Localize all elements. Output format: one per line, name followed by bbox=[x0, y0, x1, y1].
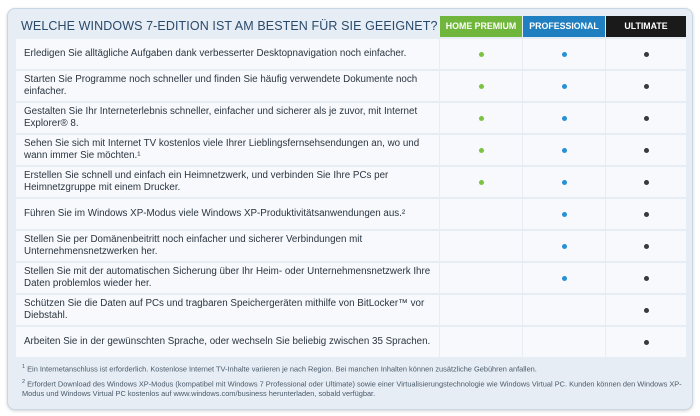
cell-ultimate bbox=[606, 199, 686, 229]
footnote-1-mark: 1 bbox=[22, 364, 26, 370]
feature-description: Starten Sie Programme noch schneller und finden Sie häufig verwendete Dokumente noch einfacher. bbox=[16, 71, 439, 101]
feature-description: Sehen Sie sich mit Internet TV kostenlos viele Ihrer Lieblingsfernsehsendungen an, wo und wann immer Sie möchten.¹ bbox=[16, 135, 439, 165]
table-row bbox=[16, 103, 686, 133]
cell-home-premium bbox=[440, 231, 522, 261]
footnote-2-mark: 2 bbox=[22, 379, 26, 385]
included-bullet-icon bbox=[644, 180, 649, 185]
cell-professional bbox=[523, 71, 605, 101]
page-title: WELCHE WINDOWS 7-EDITION IST AM BESTEN FÜR SIE GEEIGNET? bbox=[21, 19, 438, 33]
feature-description: Erstellen Sie schnell und einfach ein Heimnetzwerk, und verbinden Sie Ihre PCs per Heimnetzgruppe mit einem Drucker. bbox=[16, 167, 439, 197]
included-bullet-icon bbox=[479, 84, 484, 89]
cell-professional bbox=[523, 263, 605, 293]
table-row bbox=[16, 71, 686, 101]
footnote-1 bbox=[22, 362, 537, 374]
included-bullet-icon bbox=[644, 148, 649, 153]
included-bullet-icon bbox=[644, 212, 649, 217]
cell-professional bbox=[523, 231, 605, 261]
included-bullet-icon bbox=[562, 84, 567, 89]
feature-description: Arbeiten Sie in der gewünschten Sprache, oder wechseln Sie beliebig zwischen 35 Sprachen. bbox=[16, 327, 439, 357]
table-row bbox=[16, 327, 686, 357]
cell-professional bbox=[523, 39, 605, 69]
included-bullet-icon bbox=[562, 148, 567, 153]
included-bullet-icon bbox=[644, 308, 649, 313]
included-bullet-icon bbox=[562, 212, 567, 217]
feature-description: Stellen Sie per Domänenbeitritt noch einfacher und sicherer Verbindungen mit Unternehmensnetzwerken her. bbox=[16, 231, 439, 261]
cell-professional bbox=[523, 167, 605, 197]
cell-ultimate bbox=[606, 263, 686, 293]
cell-professional bbox=[523, 295, 605, 325]
cell-ultimate bbox=[606, 103, 686, 133]
cell-home-premium bbox=[440, 103, 522, 133]
table-row bbox=[16, 263, 686, 293]
column-header-home-premium: HOME PREMIUM bbox=[440, 16, 522, 37]
cell-home-premium bbox=[440, 71, 522, 101]
included-bullet-icon bbox=[562, 276, 567, 281]
feature-description: Gestalten Sie Ihr Interneterlebnis schneller, einfacher und sicherer als je zuvor, mit Internet Explorer® 8. bbox=[16, 103, 439, 133]
cell-home-premium bbox=[440, 327, 522, 357]
table-row bbox=[16, 295, 686, 325]
cell-home-premium bbox=[440, 167, 522, 197]
included-bullet-icon bbox=[644, 116, 649, 121]
cell-professional bbox=[523, 199, 605, 229]
included-bullet-icon bbox=[562, 116, 567, 121]
table-row bbox=[16, 231, 686, 261]
cell-home-premium bbox=[440, 39, 522, 69]
feature-description: Führen Sie im Windows XP-Modus viele Windows XP-Produktivitätsanwendungen aus.² bbox=[16, 199, 439, 229]
included-bullet-icon bbox=[644, 84, 649, 89]
cell-home-premium bbox=[440, 135, 522, 165]
cell-professional bbox=[523, 135, 605, 165]
included-bullet-icon bbox=[479, 148, 484, 153]
footnote-2-text: Erfordert Download des Windows XP-Modus (kompatibel mit Windows 7 Professional oder Ultimate) sowie einer Virtualisierungstechnologie wie Windows Virtual PC. Kunden können den Windows XP-Modus und Windows Virtual PC kostenlos auf www.windows.com/business herunterladen, sobald verfügbar. bbox=[22, 379, 682, 399]
column-header-ultimate: ULTIMATE bbox=[606, 16, 686, 37]
included-bullet-icon bbox=[562, 244, 567, 249]
cell-home-premium bbox=[440, 263, 522, 293]
included-bullet-icon bbox=[644, 340, 649, 345]
table-row bbox=[16, 135, 686, 165]
cell-home-premium bbox=[440, 199, 522, 229]
cell-ultimate bbox=[606, 39, 686, 69]
table-row bbox=[16, 39, 686, 69]
feature-description: Erledigen Sie alltägliche Aufgaben dank verbesserter Desktopnavigation noch einfacher. bbox=[16, 39, 439, 69]
column-header-professional: PROFESSIONAL bbox=[523, 16, 605, 37]
table-row bbox=[16, 199, 686, 229]
cell-ultimate bbox=[606, 135, 686, 165]
included-bullet-icon bbox=[562, 52, 567, 57]
feature-description: Schützen Sie die Daten auf PCs und tragbaren Speichergeräten mithilfe von BitLocker™ vor Diebstahl. bbox=[16, 295, 439, 325]
footnote-2 bbox=[22, 377, 682, 399]
cell-ultimate bbox=[606, 231, 686, 261]
cell-home-premium bbox=[440, 295, 522, 325]
included-bullet-icon bbox=[479, 52, 484, 57]
cell-ultimate bbox=[606, 327, 686, 357]
table-header bbox=[16, 16, 686, 37]
cell-ultimate bbox=[606, 71, 686, 101]
included-bullet-icon bbox=[644, 52, 649, 57]
included-bullet-icon bbox=[644, 244, 649, 249]
included-bullet-icon bbox=[479, 180, 484, 185]
included-bullet-icon bbox=[479, 116, 484, 121]
cell-professional bbox=[523, 327, 605, 357]
cell-ultimate bbox=[606, 295, 686, 325]
cell-professional bbox=[523, 103, 605, 133]
included-bullet-icon bbox=[562, 180, 567, 185]
cell-ultimate bbox=[606, 167, 686, 197]
footnote-1-text: Ein Internetanschluss ist erforderlich. Kostenlose Internet TV-Inhalte variieren je nach Region. Bei manchen Inhalten können zusätzliche Gebühren anfallen. bbox=[27, 364, 537, 374]
included-bullet-icon bbox=[644, 276, 649, 281]
feature-description: Stellen Sie mit der automatischen Sicherung über Ihr Heim- oder Unternehmensnetzwerk Ihre Daten problemlos wieder her. bbox=[16, 263, 439, 293]
table-row bbox=[16, 167, 686, 197]
